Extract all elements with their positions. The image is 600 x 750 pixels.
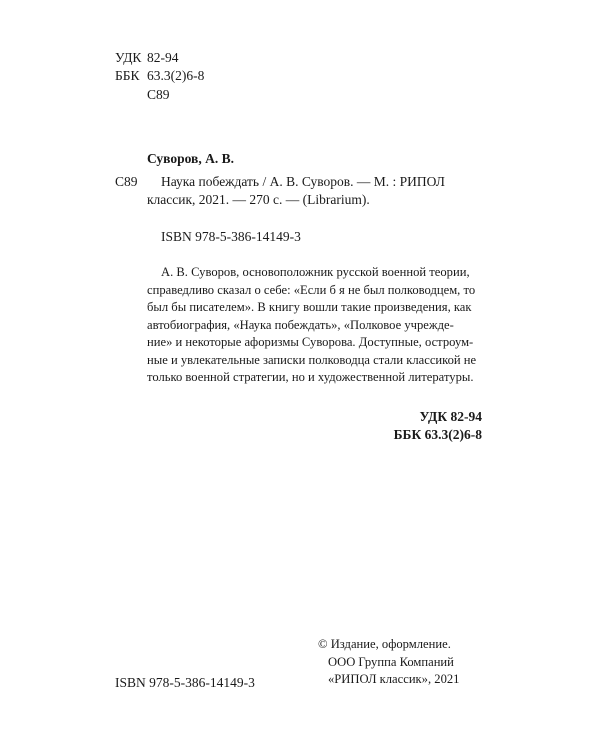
right-classification-block bbox=[394, 408, 482, 444]
description-line-1: Наука побеждать / А. В. Суворов. — М. : РИПОЛ bbox=[161, 174, 445, 189]
copyright-block bbox=[318, 636, 484, 689]
description-line-2: классик, 2021. — 270 с. — (Librarium). bbox=[147, 192, 370, 207]
annotation-line: ние» и некоторые афоризмы Суворова. Доступные, остроум- bbox=[147, 335, 474, 349]
annotation-line: ные и увлекательные записки полководца стали классикой не bbox=[147, 352, 477, 367]
udk-value: 82-94 bbox=[147, 50, 179, 65]
bbk-right: ББК 63.3(2)6-8 bbox=[393, 427, 482, 442]
author-heading: Суворов, А. В. bbox=[147, 151, 234, 166]
udk-label: УДК bbox=[115, 50, 142, 65]
isbn-record: ISBN 978-5-386-14149-3 bbox=[161, 229, 301, 244]
bbk-label: ББК bbox=[115, 68, 140, 83]
bbk-value: 63.3(2)6-8 bbox=[147, 68, 205, 83]
annotation-line: только военной стратегии, но и художественной литературы. bbox=[147, 370, 474, 384]
copyright-line: ООО Группа Компаний bbox=[328, 654, 454, 669]
annotation-line: справедливо сказал о себе: «Если б я не был полководцем, то bbox=[147, 282, 476, 297]
isbn-footer: ISBN 978-5-386-14149-3 bbox=[115, 675, 255, 690]
author-sign: С89 bbox=[115, 174, 138, 189]
annotation bbox=[147, 264, 482, 387]
annotation-line: был бы писателем». В книгу вошли такие произведения, как bbox=[147, 300, 472, 314]
udk-right: УДК 82-94 bbox=[419, 409, 482, 424]
annotation-line: А. В. Суворов, основоположник русской военной теории, bbox=[161, 265, 470, 279]
author-sign-top: С89 bbox=[147, 87, 170, 102]
annotation-line: автобиография, «Наука побеждать», «Полковое учрежде- bbox=[147, 317, 454, 332]
copyright-line: «РИПОЛ классик», 2021 bbox=[328, 672, 460, 686]
copyright-line: © Издание, оформление. bbox=[318, 637, 451, 651]
